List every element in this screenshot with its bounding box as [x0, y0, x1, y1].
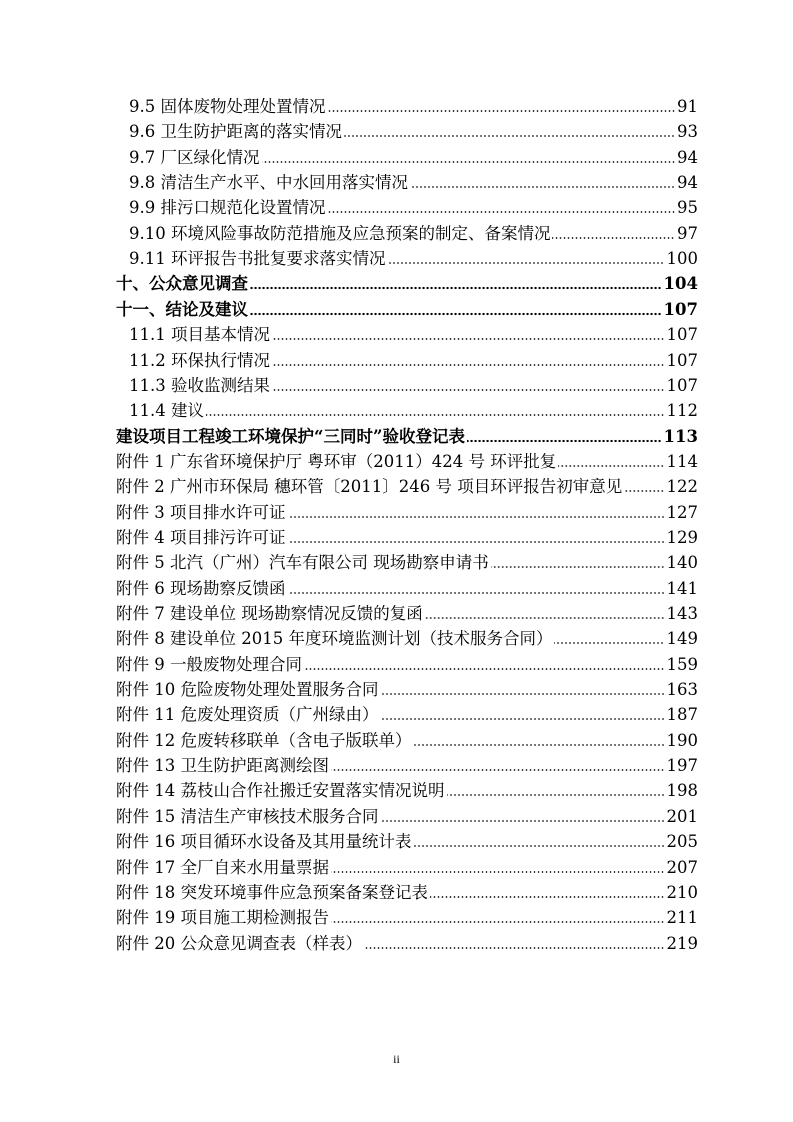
dot-leader — [331, 768, 665, 772]
toc-entry-title: 附件 11 危废处理资质（广州绿由） — [116, 705, 379, 725]
toc-entry-title: 附件 4 项目排污许可证 — [116, 527, 286, 547]
dot-leader — [344, 134, 675, 138]
dot-leader — [381, 692, 665, 696]
dot-leader — [250, 312, 662, 316]
toc-entry[interactable] — [116, 426, 698, 448]
toc-entry[interactable] — [116, 806, 698, 828]
dot-leader — [552, 236, 675, 240]
toc-entry-page-number: 149 — [666, 629, 698, 649]
toc-entry-page-number: 104 — [663, 274, 698, 294]
toc-entry-page-number: 198 — [666, 781, 698, 801]
dot-leader — [430, 895, 665, 899]
toc-entry-page-number: 122 — [666, 477, 698, 497]
dot-leader — [272, 363, 665, 367]
toc-entry-page-number: 190 — [666, 730, 698, 750]
toc-entry-page-number: 141 — [666, 578, 698, 598]
toc-entry-title: 附件 9 一般废物处理合同 — [116, 654, 302, 674]
dot-leader — [304, 667, 665, 671]
toc-entry-title: 附件 20 公众意见调查表（样表） — [116, 933, 362, 953]
toc-entry-title: 9.11 环评报告书批复要求落实情况 — [129, 249, 386, 269]
dot-leader — [425, 616, 665, 620]
toc-entry-page-number: 95 — [677, 198, 698, 218]
toc-entry[interactable] — [129, 197, 698, 219]
toc-entry[interactable] — [116, 299, 698, 321]
toc-entry[interactable] — [116, 730, 698, 752]
toc-entry-page-number: 129 — [666, 527, 698, 547]
toc-entry-title: 附件 7 建设单位 现场勘察情况反馈的复函 — [116, 604, 423, 623]
toc-entry-page-number: 114 — [666, 451, 698, 471]
toc-entry[interactable] — [129, 172, 698, 194]
toc-entry-page-number: 107 — [663, 299, 698, 319]
toc-entry-title: 附件 16 项目循环水设备及其用量统计表 — [116, 832, 412, 852]
toc-entry-page-number: 107 — [666, 325, 698, 345]
toc-entry-title: 9.8 清洁生产水平、中水回用落实情况 — [129, 173, 408, 193]
toc-entry-title: 9.10 环境风险事故防范措施及应急预案的制定、备案情况 — [129, 223, 551, 243]
dot-leader — [554, 641, 664, 645]
dot-leader — [381, 819, 665, 823]
toc-entry[interactable] — [116, 882, 698, 904]
toc-entry[interactable] — [129, 350, 698, 372]
toc-entry-title: 附件 19 项目施工期检测报告 — [116, 908, 329, 928]
toc-entry-page-number: 163 — [666, 680, 698, 700]
dot-leader — [414, 743, 665, 747]
toc-entry-page-number: 91 — [677, 97, 698, 116]
toc-entry[interactable] — [116, 552, 698, 574]
toc-entry[interactable] — [116, 907, 698, 929]
toc-entry-title: 建设项目工程竣工环境保护“三同时”验收登记表 — [116, 426, 465, 446]
toc-entry-title: 11.3 验收监测结果 — [129, 375, 270, 395]
toc-entry-title: 附件 10 危险废物处理处置服务合同 — [116, 680, 379, 700]
toc-entry-title: 9.6 卫生防护距离的落实情况 — [129, 122, 342, 142]
toc-entry[interactable] — [116, 857, 698, 879]
toc-entry-page-number: 107 — [666, 350, 698, 370]
toc-entry-page-number: 93 — [677, 122, 698, 142]
toc-entry-page-number: 159 — [666, 654, 698, 674]
toc-entry-title: 11.2 环保执行情况 — [129, 350, 270, 370]
toc-entry[interactable] — [116, 603, 698, 625]
toc-entry-page-number: 197 — [666, 756, 698, 776]
toc-entry-title: 十、公众意见调查 — [116, 274, 248, 294]
page-number: ii — [393, 1052, 400, 1066]
toc-entry[interactable] — [116, 273, 698, 295]
dot-leader — [447, 793, 665, 797]
toc-entry-page-number: 113 — [663, 426, 698, 446]
dot-leader — [410, 185, 675, 189]
toc-entry[interactable] — [129, 324, 698, 346]
toc-entry[interactable] — [116, 780, 698, 802]
toc-entry-page-number: 107 — [666, 375, 698, 395]
dot-leader — [272, 337, 665, 341]
toc-entry[interactable] — [129, 121, 698, 143]
toc-entry-title: 十一、结论及建议 — [116, 299, 248, 319]
toc-entry-page-number: 210 — [666, 882, 698, 902]
toc-entry-title: 附件 2 广州市环保局 穗环管〔2011〕246 号 项目环评报告初审意见 — [116, 477, 623, 497]
toc-entry-title: 附件 1 广东省环境保护厅 粤环审（2011）424 号 环评批复 — [116, 451, 557, 471]
toc-entry[interactable] — [116, 654, 698, 676]
toc-entry-page-number: 94 — [677, 147, 698, 167]
toc-entry-page-number: 207 — [666, 857, 698, 877]
toc-entry-page-number: 100 — [666, 249, 698, 269]
toc-entry-page-number: 205 — [666, 832, 698, 852]
toc-entry[interactable] — [129, 223, 698, 245]
dot-leader — [328, 109, 676, 113]
toc-entry[interactable] — [116, 578, 698, 600]
toc-entry-title: 附件 18 突发环境事件应急预案备案登记表 — [116, 882, 428, 902]
dot-leader — [624, 489, 664, 493]
toc-entry[interactable] — [116, 679, 698, 701]
toc-entry-page-number: 187 — [666, 705, 698, 725]
toc-entry-title: 附件 8 建设单位 2015 年度环境监测计划（技术服务合同） — [116, 629, 553, 649]
dot-leader — [272, 388, 665, 392]
dot-leader — [364, 946, 665, 950]
dot-leader — [288, 540, 665, 544]
toc-entry[interactable] — [129, 147, 698, 169]
toc-entry-page-number: 143 — [666, 604, 698, 623]
toc-entry[interactable] — [116, 755, 698, 777]
toc-entry-title: 9.9 排污口规范化设置情况 — [129, 198, 326, 218]
toc-entry[interactable] — [116, 831, 698, 853]
toc-entry-title: 9.5 固体废物处理处置情况 — [129, 97, 326, 116]
toc-entry-title: 附件 3 项目排水许可证 — [116, 502, 286, 522]
toc-entry[interactable] — [129, 400, 698, 422]
toc-entry-page-number: 97 — [677, 223, 698, 243]
toc-entry[interactable] — [116, 476, 698, 498]
dot-leader — [288, 591, 665, 595]
toc-entry-page-number: 219 — [666, 933, 698, 953]
toc-entry-title: 11.4 建议 — [129, 401, 204, 421]
dot-leader — [206, 413, 665, 417]
toc-entry-title: 11.1 项目基本情况 — [129, 325, 270, 345]
dot-leader — [288, 515, 665, 519]
dot-leader — [467, 439, 662, 443]
dot-leader — [491, 565, 665, 569]
toc-entry-page-number: 127 — [666, 502, 698, 522]
toc-entry-page-number: 211 — [666, 908, 698, 928]
dot-leader — [328, 210, 676, 214]
toc-entry-page-number: 201 — [666, 806, 698, 826]
toc-entry-title: 附件 13 卫生防护距离测绘图 — [116, 756, 329, 776]
dot-leader — [331, 870, 665, 874]
toc-entry[interactable] — [116, 933, 698, 955]
dot-leader — [558, 464, 664, 468]
toc-entry[interactable] — [129, 248, 698, 270]
toc-entry-page-number: 112 — [666, 401, 698, 421]
dot-leader — [250, 286, 662, 290]
dot-leader — [387, 261, 664, 265]
toc-entry-page-number: 94 — [677, 173, 698, 193]
toc-entry-title: 附件 6 现场勘察反馈函 — [116, 578, 286, 598]
dot-leader — [331, 920, 665, 924]
toc-entry[interactable] — [116, 451, 698, 473]
toc-entry[interactable] — [116, 502, 698, 524]
toc-entry-title: 9.7 厂区绿化情况 — [129, 147, 260, 167]
toc-entry-title: 附件 12 危废转移联单（含电子版联单） — [116, 730, 412, 750]
toc-entry[interactable] — [129, 375, 698, 397]
toc-entry[interactable] — [116, 628, 698, 650]
toc-entry-page-number: 140 — [666, 553, 698, 573]
dot-leader — [414, 844, 665, 848]
dot-leader — [381, 717, 665, 721]
toc-entry[interactable] — [116, 527, 698, 549]
toc-entry-title: 附件 15 清洁生产审核技术服务合同 — [116, 806, 379, 826]
dot-leader — [262, 160, 676, 164]
toc-entry-title: 附件 17 全厂自来水用量票据 — [116, 857, 329, 877]
toc-entry-title: 附件 14 荔枝山合作社搬迁安置落实情况说明 — [116, 781, 445, 801]
toc-entry[interactable] — [116, 704, 698, 726]
toc-entry[interactable] — [129, 96, 698, 118]
toc-entry-title: 附件 5 北汽（广州）汽车有限公司 现场勘察申请书 — [116, 553, 489, 573]
